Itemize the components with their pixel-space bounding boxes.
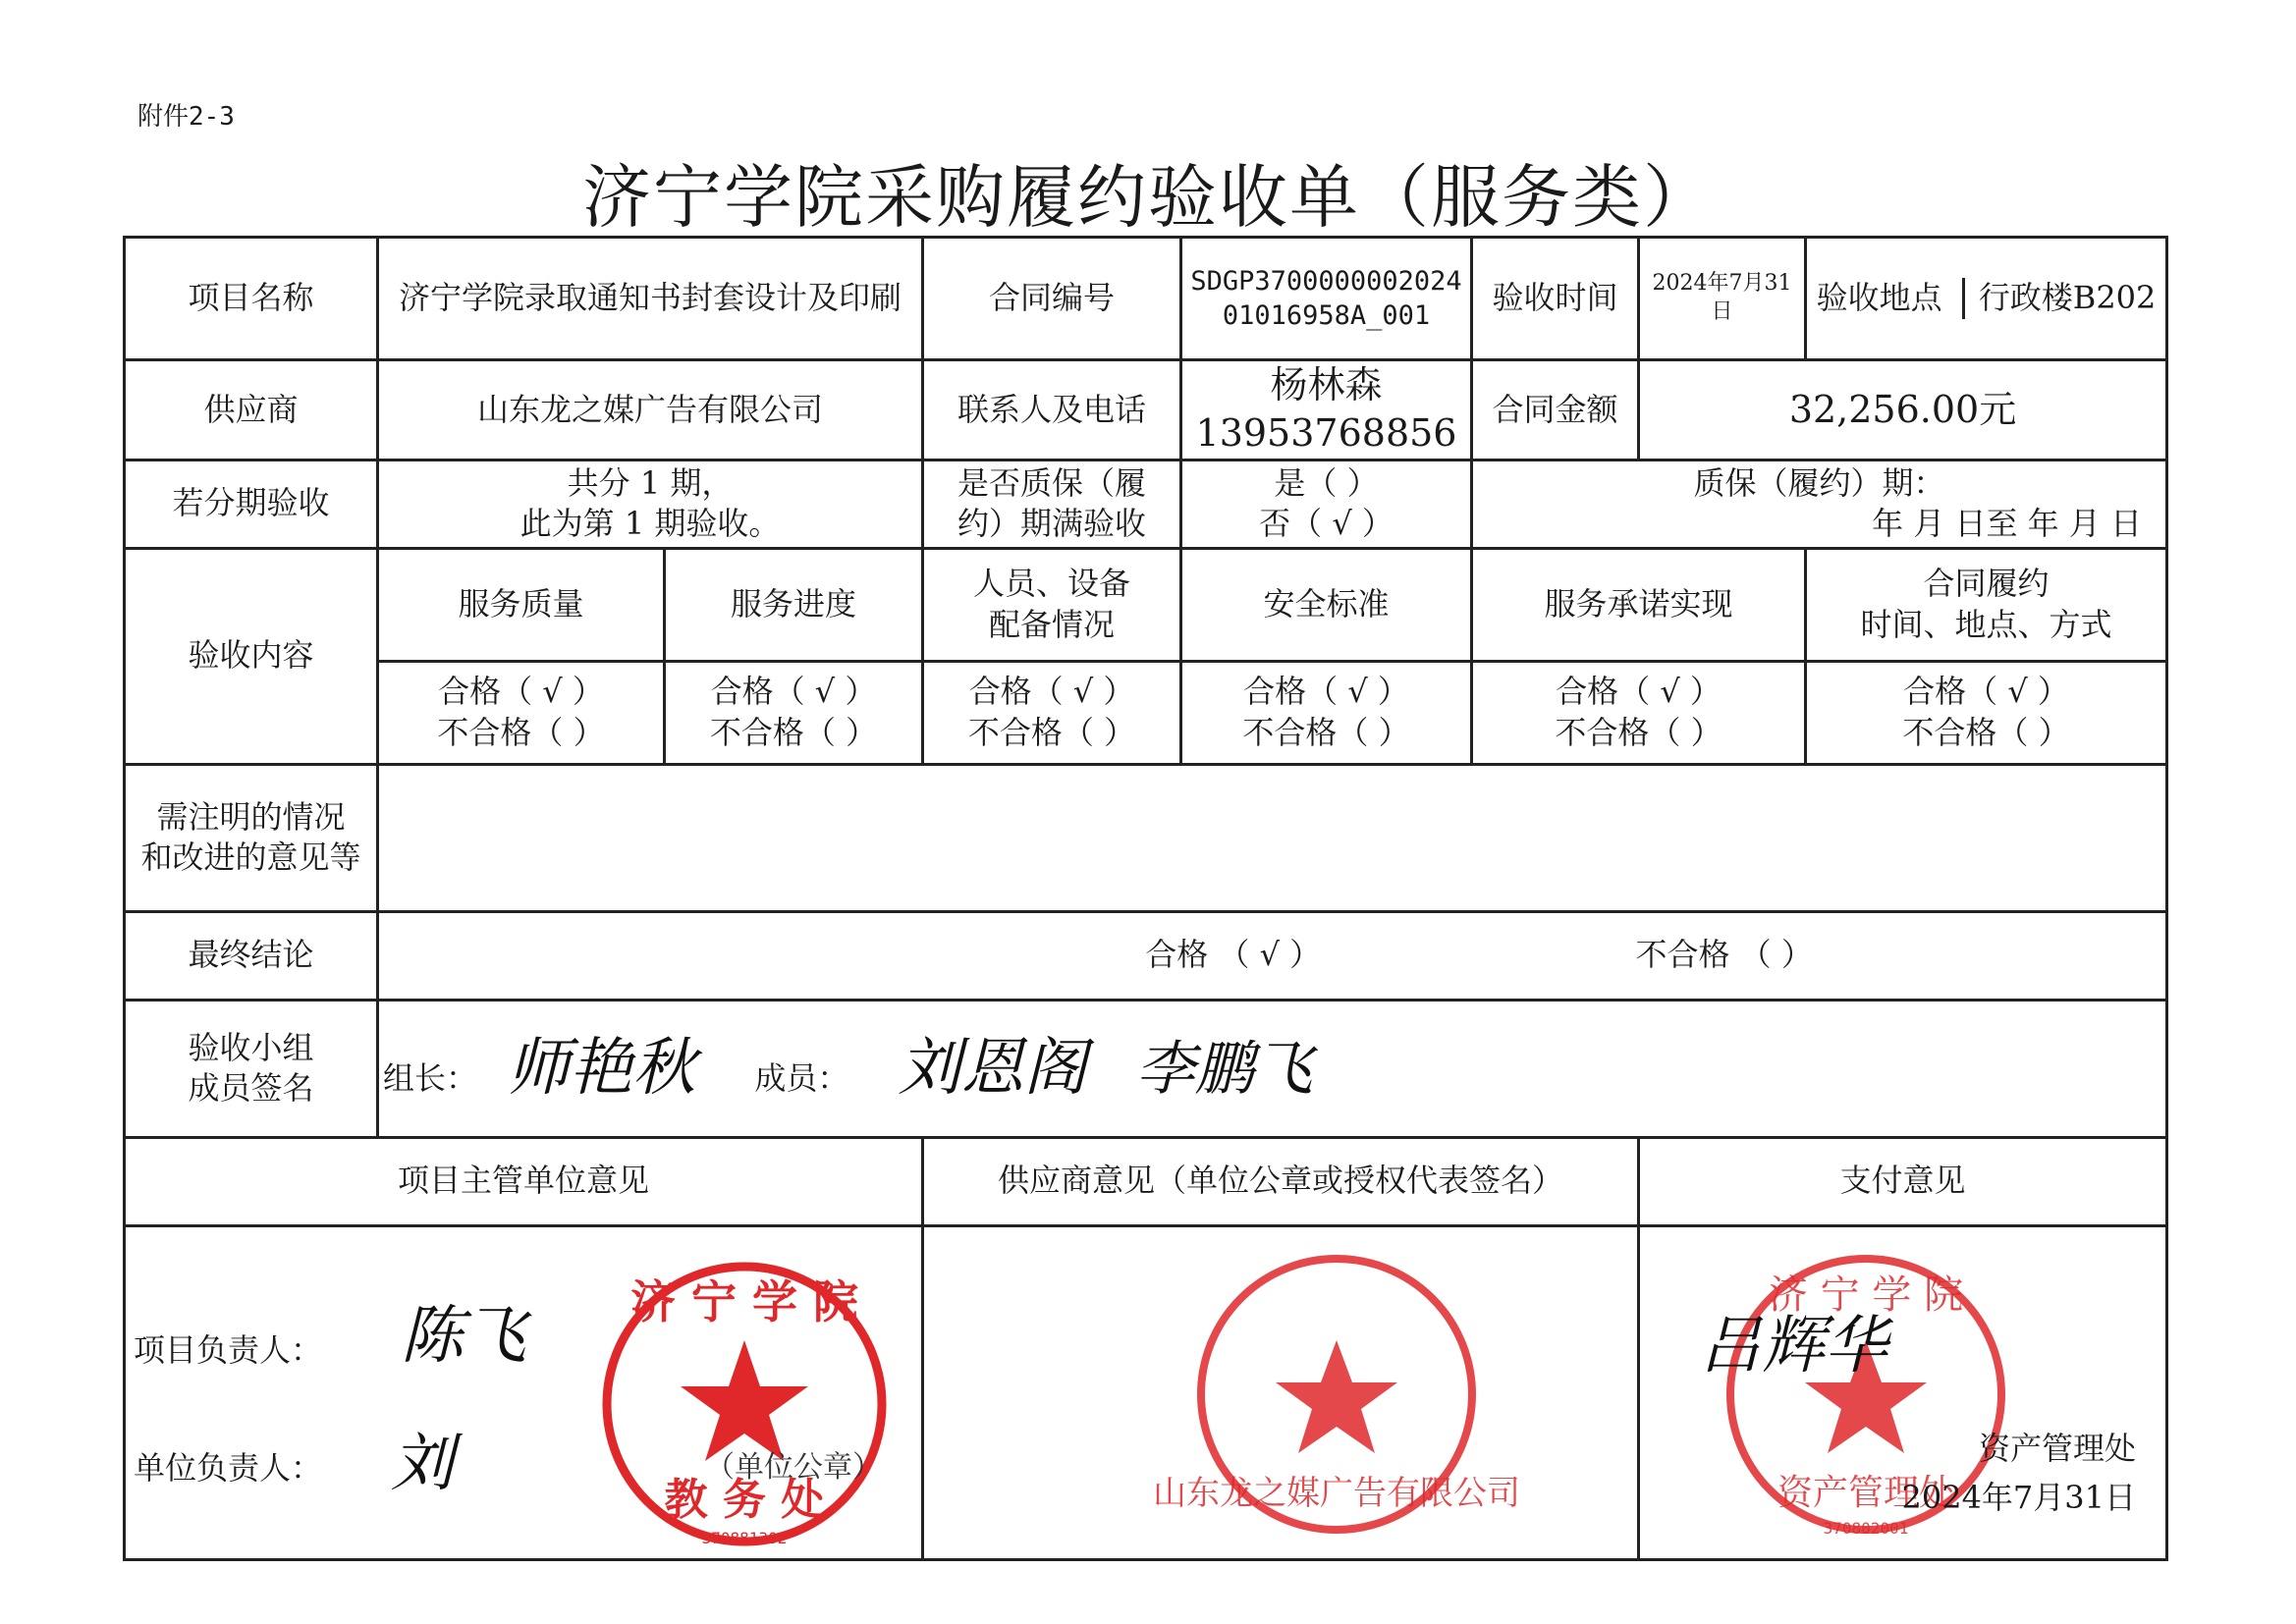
accept-place-cell <box>1806 238 2167 360</box>
dept-opinion-body <box>125 1225 923 1559</box>
row-conclusion <box>125 911 2167 1000</box>
asset-seal-bottom: 资产管理处 <box>1777 1472 1955 1513</box>
contract-no-line1: SDGP3700000002024 <box>1190 265 1462 297</box>
supplier-seal-text: 山东龙之媒广告有限公司 <box>1153 1473 1521 1513</box>
payment-date: 2024年7月31日 <box>1901 1478 2137 1516</box>
result-promise: 合格（ √ ） 不合格（ ） <box>1472 661 1806 764</box>
row-supplier <box>125 360 2167 460</box>
supplier-opinion-header: 供应商意见（单位公章或授权代表签名） <box>923 1137 1639 1225</box>
row-notes <box>125 764 2167 911</box>
team-signatures <box>378 1000 2167 1137</box>
member-label: 成员： <box>754 1058 849 1097</box>
dept-opinion-header: 项目主管单位意见 <box>125 1137 923 1225</box>
team-label: 验收小组 成员签名 <box>125 1000 378 1137</box>
conclusion-pass: 合格 （ √ ） <box>1145 936 1322 974</box>
supplier-opinion-body <box>923 1225 1639 1559</box>
supplier-label: 供应商 <box>125 360 378 460</box>
content-label: 验收内容 <box>125 548 378 764</box>
form-title: 济宁学院采购履约验收单（服务类） <box>582 157 1714 238</box>
row-team <box>125 1000 2167 1137</box>
content-header-promise: 服务承诺实现 <box>1472 548 1806 661</box>
leader-label: 组长： <box>383 1058 478 1097</box>
warranty-period-value: 年 月 日至 年 月 日 <box>1872 505 2143 543</box>
conclusion-value <box>378 911 2167 1000</box>
asset-seal-code: 370802001 <box>1823 1518 1909 1538</box>
payment-signature: 吕辉华 <box>1699 1309 1888 1382</box>
content-header-staff: 人员、设备 配备情况 <box>923 548 1181 661</box>
project-name-label: 项目名称 <box>125 238 378 360</box>
member-signature-2: 李鹏飞 <box>1135 1034 1313 1104</box>
content-header-quality: 服务质量 <box>378 548 665 661</box>
accept-time-label: 验收时间 <box>1472 238 1639 360</box>
supplier-seal <box>1153 1247 1521 1542</box>
result-quality: 合格（ √ ） 不合格（ ） <box>378 661 665 764</box>
row-installment <box>125 460 2167 548</box>
dept-seal-top: 济 宁 学 院 <box>629 1274 859 1328</box>
result-contract: 合格（ √ ） 不合格（ ） <box>1806 661 2167 764</box>
contract-no-value <box>1181 238 1472 360</box>
installment-value <box>378 460 923 548</box>
warranty-period-label: 质保（履约）期： <box>1693 463 1945 502</box>
project-leader-label: 项目负责人： <box>134 1330 323 1369</box>
contact-value: 杨林森 13953768856 <box>1181 360 1472 460</box>
annex-label: 附件2-3 <box>137 102 235 132</box>
row-project-info <box>125 238 2167 360</box>
content-header-safety: 安全标准 <box>1181 548 1472 661</box>
project-name-value: 济宁学院录取通知书封套设计及印刷 <box>378 238 923 360</box>
result-progress: 合格（ √ ） 不合格（ ） <box>665 661 923 764</box>
payment-office: 资产管理处 <box>1979 1429 2137 1467</box>
asset-seal-top: 济 宁 学 院 <box>1768 1272 1964 1318</box>
content-header-contract: 合同履约 时间、地点、方式 <box>1806 548 2167 661</box>
warranty-period <box>1472 460 2167 548</box>
dept-seal-code: 370881302 <box>701 1528 788 1547</box>
row-content-results <box>125 661 2167 764</box>
installment-line1: 共分 1 期， <box>567 463 734 502</box>
accept-place-label: 验收地点 <box>1816 279 1942 317</box>
result-staff: 合格（ √ ） 不合格（ ） <box>923 661 1181 764</box>
conclusion-fail: 不合格 （ ） <box>1635 936 1813 974</box>
warranty-label <box>923 460 1181 548</box>
warranty-label-line2: 约）期满验收 <box>957 505 1147 543</box>
dept-seal-bottom: 教 务 处 <box>664 1474 825 1525</box>
contact-label: 联系人及电话 <box>923 360 1181 460</box>
warranty-label-line1: 是否质保（履 <box>957 463 1147 502</box>
payment-opinion-header: 支付意见 <box>1639 1137 2167 1225</box>
installment-label: 若分期验收 <box>125 460 378 548</box>
unit-leader-label: 单位负责人： <box>134 1448 323 1487</box>
conclusion-label: 最终结论 <box>125 911 378 1000</box>
contract-no-line2: 01016958A_001 <box>1222 300 1431 331</box>
acceptance-table <box>123 236 2168 1561</box>
supplier-value: 山东龙之媒广告有限公司 <box>378 360 923 460</box>
warranty-choice <box>1181 460 1472 548</box>
row-opinion-headers <box>125 1137 2167 1225</box>
project-leader-signature: 陈飞 <box>401 1299 526 1373</box>
member-signature-1: 刘恩阁 <box>898 1031 1087 1105</box>
leader-signature: 师艳秋 <box>507 1031 696 1105</box>
warranty-yes: 是（ ） <box>1274 463 1379 502</box>
row-opinion-bodies <box>125 1225 2167 1559</box>
accept-place-value: 行政楼B202 <box>1962 278 2157 319</box>
notes-value <box>378 764 2167 911</box>
warranty-no: 否（ √ ） <box>1259 505 1394 543</box>
content-header-progress: 服务进度 <box>665 548 923 661</box>
installment-line2: 此为第 1 期验收。 <box>519 505 781 543</box>
accept-time-value: 2024年7月31日 <box>1639 238 1806 360</box>
unit-seal-note: （单位公章） <box>705 1449 882 1485</box>
amount-label: 合同金额 <box>1472 360 1639 460</box>
row-content-headers <box>125 548 2167 661</box>
notes-label: 需注明的情况 和改进的意见等 <box>125 764 378 911</box>
dept-seal <box>597 1257 892 1551</box>
amount-value: 32,256.00元 <box>1639 360 2167 460</box>
payment-opinion-body <box>1639 1225 2167 1559</box>
contract-no-label: 合同编号 <box>923 238 1181 360</box>
unit-leader-signature: 刘 <box>391 1427 454 1500</box>
result-safety: 合格（ √ ） 不合格（ ） <box>1181 661 1472 764</box>
